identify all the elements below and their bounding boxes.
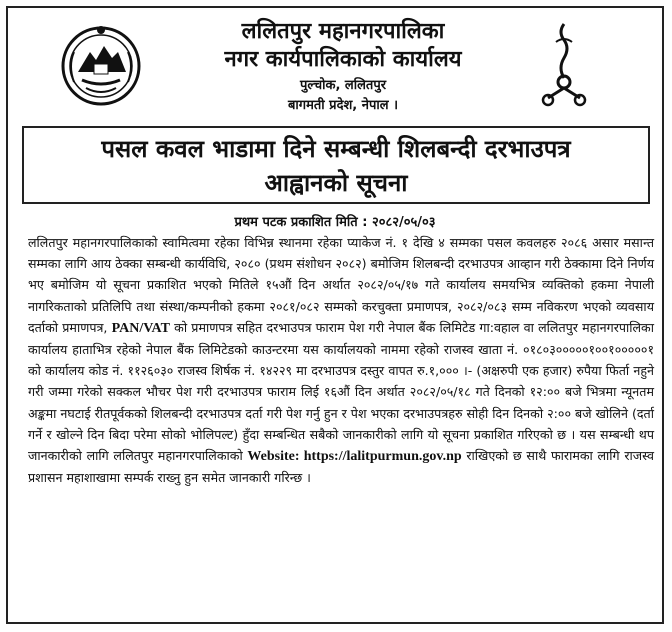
notice-title-line2: आह्वानको सूचना (264, 169, 408, 197)
notice-title-box (22, 126, 650, 204)
office-location: पुल्चोक, ललितपुर (299, 78, 387, 93)
org-name: ललितपुर महानगरपालिका (241, 19, 445, 44)
publish-date: प्रथम पटक प्रकाशित मिति : २०८२/०५/०३ (234, 215, 436, 230)
website-link[interactable]: Website: https://lalitpurmun.gov.np (247, 449, 462, 465)
body-text-part3: राखिएको छ साथै फारामका लागि राजस्व प्रशासन महाशाखामा सम्पर्क राख्नु हुन समेत जानकारी गरिन्छ । (28, 448, 654, 486)
notice-frame (6, 6, 664, 624)
organization-block (158, 18, 528, 116)
province-country: बागमती प्रदेश, नेपाल । (287, 98, 399, 113)
notice-body (28, 232, 654, 488)
body-text-part1: ललितपुर महानगरपालिकाको स्वामित्वमा रहेका विभिन्न स्थानमा रहेका प्याकेज नं. १ देखि ४ सम्मका पसल कवलहरु २०८६ असार मसान्त सम्मका लागि आय ठेक्का सम्बन्धी कार्यविधि, २०८० (प्रथम संशोधन २०८२) बमोजिम शिलबन्दी दरभाउपत्र आव्हान गरी ठेक्कामा दिने निर्णय भए बमोजिम यो सूचना प्रकाशित भएको मितिले १५औं दिन अर्थात २०८२/०५/१७ गते कार्यालय समयभित्र व्यक्तिको हकमा नेपाली नागरिकताको प्रतिलिपि तथा संस्था/कम्पनीको हकमा २०८१/०८२ सम्मको करचुक्ता प्रमाणपत्र, २०८२/०८३ सम्म नविकरण भएको व्यवसाय दर्ताको प्रमाणपत्र, (28, 235, 654, 335)
body-text-part2: को प्रमाणपत्र सहित दरभाउपत्र फाराम पेश गरी नेपाल बैंक लिमिटेड गा:वहाल वा ललितपुर महानगरपालिका कार्यालय हाताभित्र रहेको नेपाल बैंक लिमिटेडको काउन्टरमा यस कार्यालयको नाममा रहेको राजस्व खाता नं. ०१८०३०००००१००१०००००१ को कार्यालय कोड नं. ११२६०३० राजस्व शिर्षक नं. १४२२९ मा दरभाउपत्र दस्तुर वापत रु.१,००० ।- (अक्षरुपी एक हजार) रुपैया फिर्ता नहुने गरी जम्मा गरेको सक्कल भौचर पेश गरी दरभाउपत्र फाराम लिई १६औं दिन अर्थात २०८२/०५/१८ गते दिनको १२:०० बजे भित्रमा न्यूनतम अङ्कमा नघटाई रीतपूर्वकको शिलबन्दी दरभाउपत्र दर्ता गरी पेश गर्नु हुन र पेश भएका दरभाउपत्रहरु सोही दिन दिनको २:०० बजे खोलिने (दर्ता गर्ने र खोल्ने दिन बिदा परेमा सोको भोलिपल्ट) हुँदा सम्बन्धित सबैको जानकारीको लागि यो सूचना प्रकाशित गरिएको छ । यस सम्बन्धी थप जानकारीको लागि ललितपुर महानगरपालिकाको (28, 319, 654, 464)
nepal-government-emblem-icon (60, 22, 142, 106)
pan-vat-label: PAN/VAT (111, 320, 170, 336)
notice-title-line1: पसल कवल भाडामा दिने सम्बन्धी शिलबन्दी दरभाउपत्र (101, 135, 571, 163)
lalitpur-metropolis-logo-icon (538, 20, 590, 108)
notice-header (8, 8, 662, 126)
office-name: नगर कार्यपालिकाको कार्यालय (224, 47, 462, 72)
